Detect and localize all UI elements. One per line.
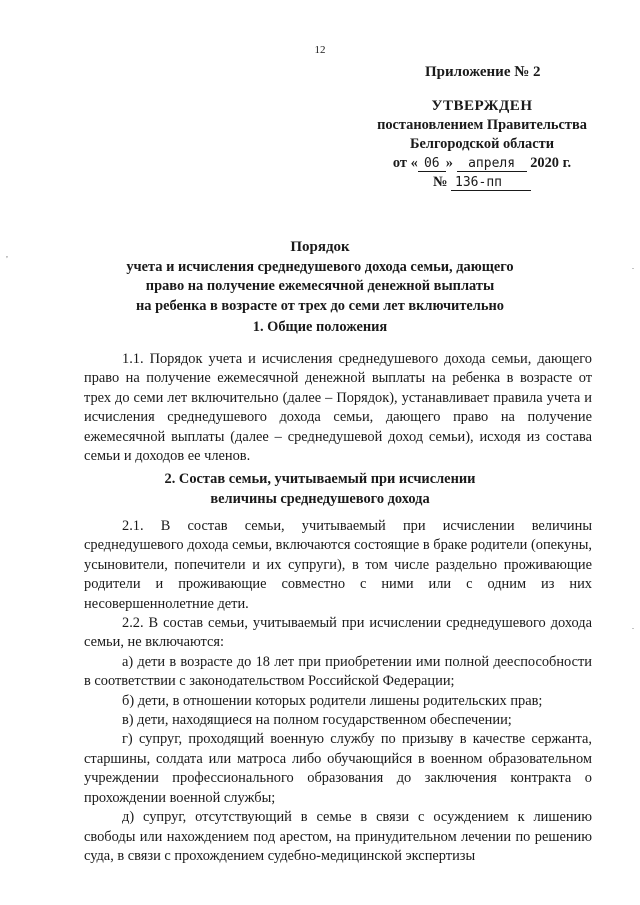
list-item-v: в) дети, находящиеся на полном государственном обеспечении;	[122, 712, 512, 729]
date-mid: »	[445, 155, 453, 171]
page-number: 12	[314, 44, 326, 56]
document-title	[100, 238, 540, 316]
paragraph-2-2: 2.2. В состав семьи, учитываемый при исчислении среднедушевого дохода семьи, не включаются:	[84, 615, 592, 651]
list-item-b: б) дети, в отношении которых родители лишены родительских прав;	[122, 692, 543, 709]
section-2-body	[84, 517, 592, 866]
date-month: апреля	[457, 157, 527, 172]
section-2-heading-line-2: величины среднедушевого дохода	[210, 490, 430, 507]
number-value: 136-пп	[451, 176, 531, 191]
section-1-heading: 1. Общие положения	[252, 319, 388, 335]
paragraph-2-1: 2.1. В состав семьи, учитываемый при исчислении величины среднедушевого дохода семьи, включаются состоящие в браке родители (опекуны, усыновители, попечители и их супруги), в том числе раздельно проживающие родители и проживающие совместно с ними или с одним из них несовершеннолетние дети.	[84, 518, 592, 612]
scan-speck: .	[632, 262, 634, 271]
scan-speck: ,	[6, 250, 8, 259]
list-item-d: д) супруг, отсутствующий в семье в связи с осуждением к лишению свободы или нахождением под арестом, на принудительном лечении по решению суда, в связи с прохождением судебно-медицинской экспертизы	[84, 809, 592, 864]
title-line-1: учета и исчисления среднедушевого дохода семьи, дающего	[126, 258, 514, 275]
approval-line-1: постановлением Правительства	[377, 117, 587, 133]
approval-date	[368, 154, 596, 173]
title-line-2: право на получение ежемесячной денежной выплаты	[145, 278, 495, 294]
title-word: Порядок	[290, 239, 350, 255]
list-item-g: г) супруг, проходящий военную службу по призыву в качестве сержанта, старшины, солдата или матроса либо обучающийся в военном образовательном учреждении профессионального образования до заключения контракта о прохождении военной службы;	[84, 731, 592, 806]
approved-stamp-text: УТВЕРЖДЕН	[431, 98, 533, 114]
date-prefix: от «	[392, 155, 418, 171]
paragraph-1-1: 1.1. Порядок учета и исчисления среднедушевого дохода семьи, дающего право на получение ежемесячной денежной выплаты на ребенка в возрасте от трех до семи лет включительно (далее – Порядок), устанавливает правила учета и исчисления среднедушевого дохода семьи, дающего право на получение ежемесячной выплаты (далее – среднедушевой доход семьи), исходя из состава семьи и доходов ее членов.	[84, 351, 592, 465]
number-prefix: №	[432, 174, 448, 190]
date-year: 2020 г.	[530, 155, 572, 171]
list-item-a: а) дети в возрасте до 18 лет при приобретении ими полной дееспособности в соответствии с законодательством Российской Федерации;	[84, 653, 592, 690]
section-2-heading	[100, 470, 540, 509]
approval-number	[368, 173, 596, 192]
date-day: 06	[418, 157, 446, 172]
section-1-body	[84, 350, 592, 466]
title-line-3: на ребенка в возрасте от трех до семи лет включительно	[136, 297, 504, 314]
scan-speck: .	[632, 622, 634, 631]
appendix-label: Приложение № 2	[425, 64, 541, 80]
approval-line-2: Белгородской области	[409, 136, 555, 152]
section-2-heading-line-1: 2. Состав семьи, учитываемый при исчислении	[164, 471, 476, 487]
approval-block	[368, 97, 596, 192]
